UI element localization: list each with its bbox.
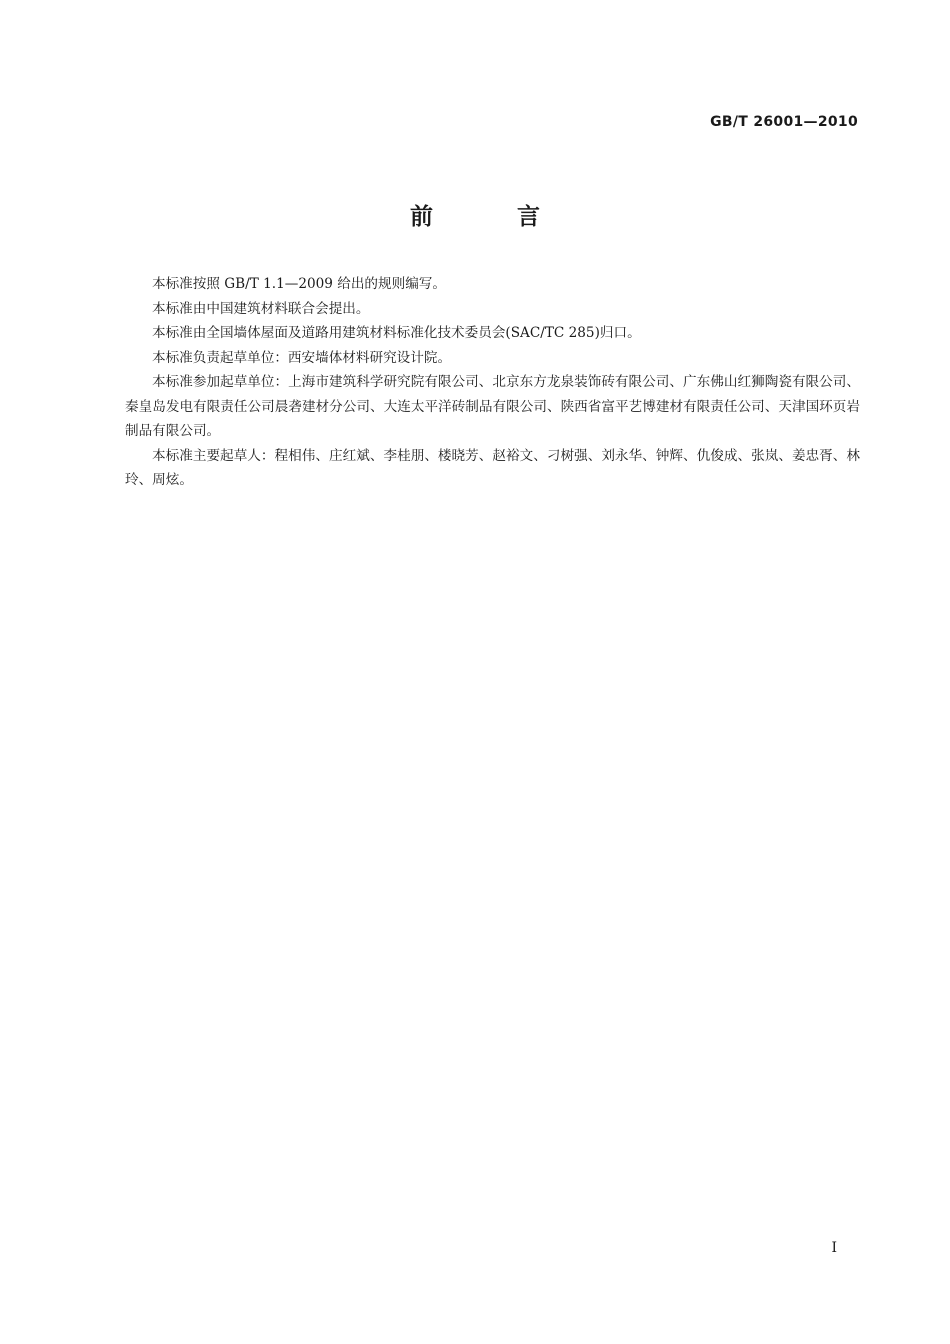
page-title: 前 言 (409, 204, 578, 230)
page-number: I (831, 1240, 837, 1256)
paragraph-drafting-rules: 本标准按照 GB/T 1.1—2009 给出的规则编写。 (152, 276, 446, 292)
paragraph-technical-committee: 本标准由全国墙体屋面及道路用建筑材料标准化技术委员会(SAC/TC 285)归口。 (152, 325, 641, 341)
standard-number: GB/T 26001—2010 (710, 114, 858, 130)
preface-body (125, 272, 860, 493)
paragraph-responsible-drafter: 本标准负责起草单位：西安墙体材料研究设计院。 (152, 349, 452, 366)
paragraph-proposer: 本标准由中国建筑材料联合会提出。 (152, 300, 370, 317)
paragraph-participating-drafters: 本标准参加起草单位：上海市建筑科学研究院有限公司、北京东方龙泉装饰砖有限公司、广东佛山红狮陶瓷有限公司、秦皇岛发电有限责任公司晨砻建材分公司、大连太平洋砖制品有限公司、陕西省富平艺博建材有限责任公司、天津国环页岩制品有限公司。 (125, 374, 860, 439)
paragraph-main-drafters: 本标准主要起草人：程相伟、庄红斌、李桂朋、楼晓芳、赵裕文、刁树强、刘永华、钟辉、仇俊成、张岚、姜忠胥、林玲、周炫。 (125, 447, 860, 488)
